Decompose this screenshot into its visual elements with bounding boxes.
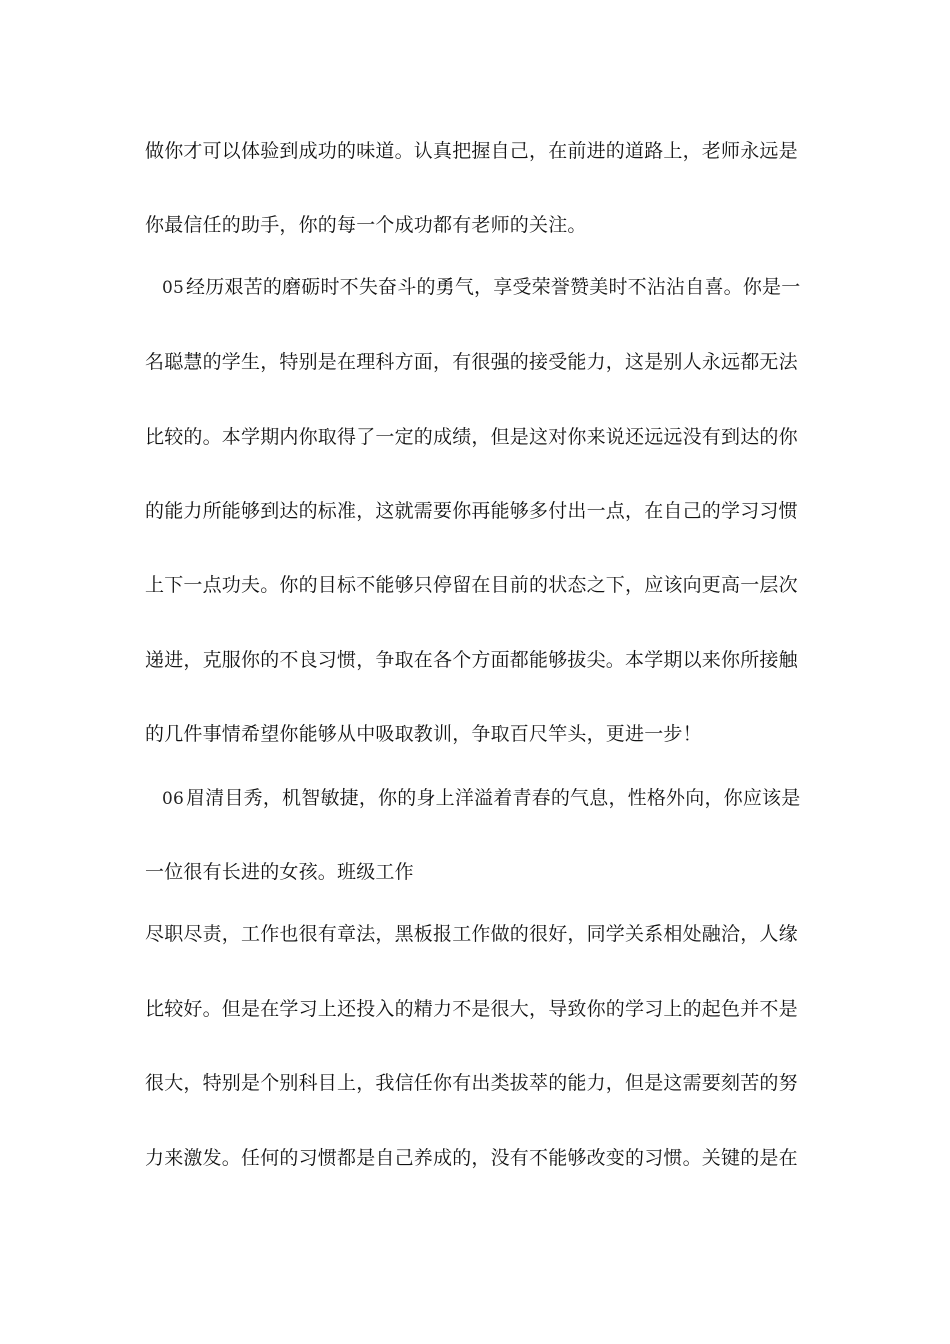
text-line: 力来激发。任何的习惯都是自己养成的，没有不能够改变的习惯。关键的是在 [145, 1147, 798, 1169]
text-line: 递进，克服你的不良习惯，争取在各个方面都能够拔尖。本学期以来你所接触 [145, 649, 798, 671]
text-line: 尽职尽责，工作也很有章法，黑板报工作做的很好，同学关系相处融洽，人缘 [145, 923, 798, 945]
text-line: 做你才可以体验到成功的味道。认真把握自己，在前进的道路上，老师永远是 [145, 140, 798, 162]
paragraph-start-05 [162, 272, 822, 302]
text-line: 你最信任的助手，你的每一个成功都有老师的关注。 [145, 214, 587, 236]
text-line: 经历艰苦的磨砺时不失奋斗的勇气，享受荣誉赞美时不沾沾自喜。你是一 [186, 276, 801, 298]
text-line: 很大，特别是个别科目上，我信任你有出类拔萃的能力，但是这需要刻苦的努 [145, 1072, 798, 1094]
text-line: 的几件事情希望你能够从中吸取教训，争取百尺竿头，更进一步！ [145, 723, 702, 745]
text-line: 眉清目秀，机智敏捷，你的身上洋溢着青春的气息，性格外向，你应该是 [186, 787, 801, 809]
text-line: 比较好。但是在学习上还投入的精力不是很大，导致你的学习上的起色并不是 [145, 998, 798, 1020]
text-line: 上下一点功夫。你的目标不能够只停留在目前的状态之下，应该向更高一层次 [145, 574, 798, 596]
paragraph-number: 05 [162, 278, 185, 298]
text-line: 比较的。本学期内你取得了一定的成绩，但是这对你来说还远远没有到达的你 [145, 426, 798, 448]
paragraph-start-06 [162, 783, 822, 813]
text-line: 名聪慧的学生，特别是在理科方面，有很强的接受能力，这是别人永远都无法 [145, 351, 798, 373]
text-line: 一位很有长进的女孩。班级工作 [145, 861, 414, 883]
paragraph-number: 06 [162, 789, 185, 809]
text-line: 的能力所能够到达的标准，这就需要你再能够多付出一点，在自己的学习习惯 [145, 500, 798, 522]
